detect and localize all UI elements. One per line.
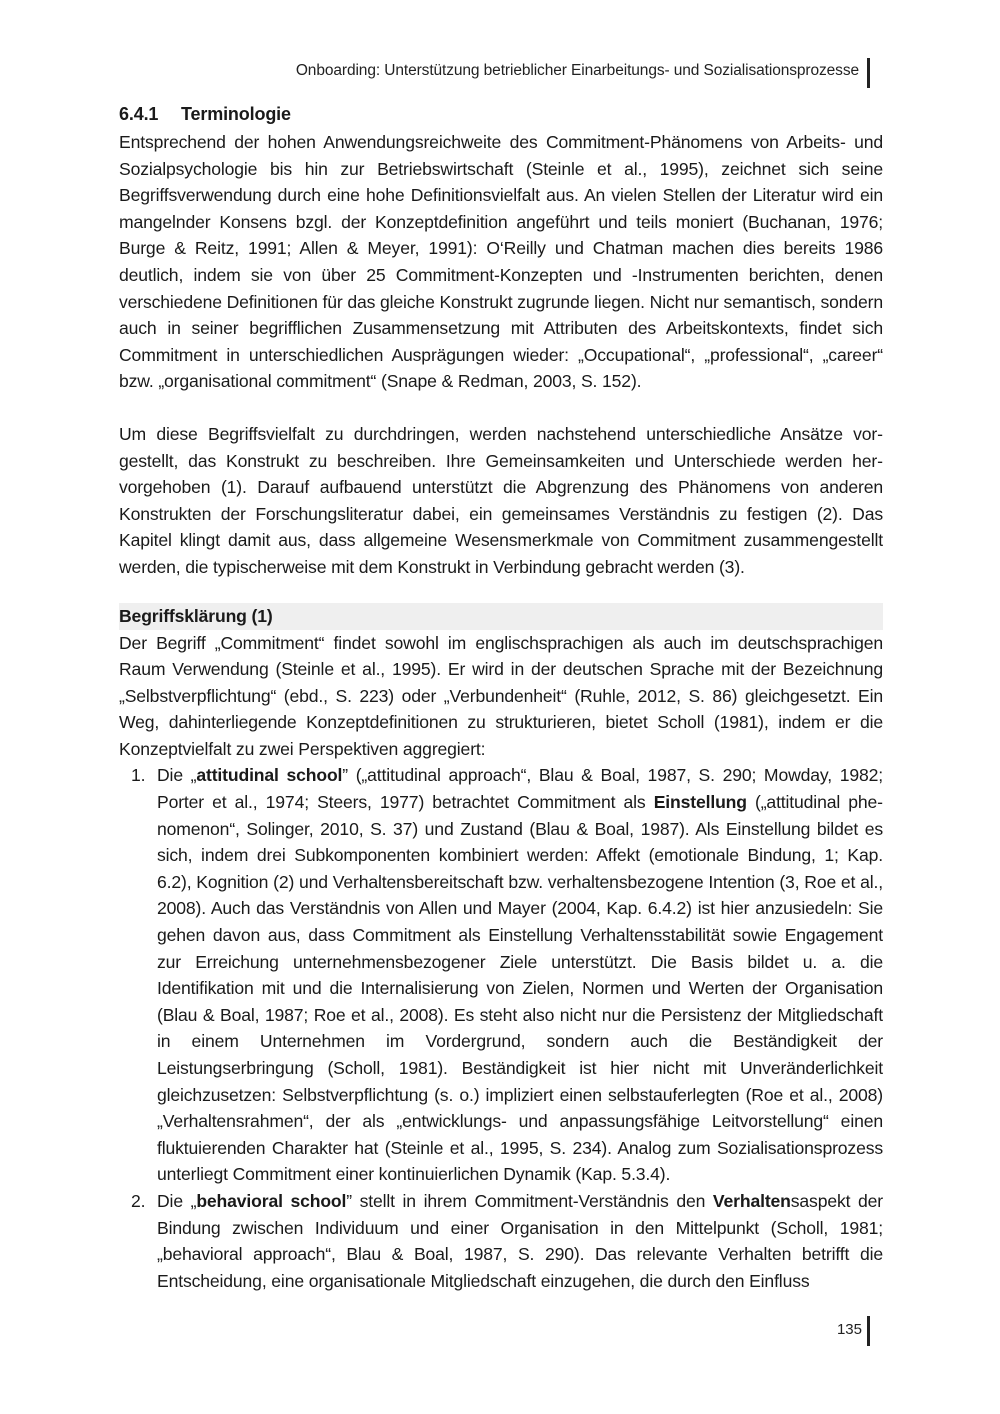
section-number: 6.4.1 <box>119 104 159 124</box>
list-text: Die „ <box>157 765 197 786</box>
section-heading <box>119 99 883 129</box>
schools-list <box>119 762 883 1294</box>
list-text: Die „ <box>157 1190 197 1211</box>
list-text: („attitudinal phenomenon“, Solinger, 2010, S. 37) und Zustand (Blau & Boal, 1987). Als Einstellung bildet es sich, indem drei Subkomponenten kombiniert werden: Affekt (emotionale Bindung, 1; Kap. 6.2), Kognition (2) und Verhaltensbereitschaft bzw. verhaltensbezogene Intention (3, Roe et al., 2008). Auch das Verständnis von Allen und Mayer (2004, Kap. 6.4.2) ist hier anzusiedeln: Sie gehen davon aus, dass Commitment als Einstellung Verhaltensstabilität sowie Engagement zur Erreichung unternehmensbezogener Ziele unterstützt. Die Basis bildet u. a. die Identifikation mit und die Internalisierung von Zielen, Normen und Werten der Organisation (Blau & Boal, 1987; Roe et al., 2008). Es steht also nicht nur die Persistenz der Mitgliedschaft in einem Unternehmen im Vordergrund, sondern auch die Beständigkeit der Leistungserbringung (Scholl, 1981). Beständigkeit ist hier nicht mit Unveränderlichkeit gleichzusetzen: Selbstverpflichtung (s. o.) impliziert einen selbstauferlegten (Roe et al., 2008) „Verhaltensrahmen“, der als „entwicklungs- und anpassungsfähige Leitvorstellung“ einen fluktuierenden Charakter hat (Steinle et al., 1995, S. 234). Analog zum Sozialisationsprozess unterliegt Commitment einer kontinuierlichen Dynamik (Kap. 5.3.4). <box>157 792 883 1185</box>
list-text: ” stellt in ihrem Commitment-Verständnis den <box>346 1190 713 1211</box>
term-attitudinal-school: attitudinal school <box>196 765 343 786</box>
paragraph-terminology: Entsprechend der hohen Anwendungsreichweite des Commitment-Phänomens von Arbeits- und Sozialpsychologie bis hin zur Betriebswirtschaft (Steinle et al., 1995), zeichnet sich seine Begriffsverwendung durch eine hohe Definitionsvielfalt aus. An vielen Stellen der Literatur wird ein mangelnder Konsens bzgl. der Konzeptdefinition angeführt und teils moniert (Buchanan, 1976; Burge & Reitz, 1991; Allen & Meyer, 1991): O‘Reilly und Chatman machen dies bereits 1986 deutlich, indem sie von über 25 Commitment-Konzepten und -Instrumenten berichten, denen verschiedene Definitionen für das gleiche Konstrukt zugrunde liegen. Nicht nur semantisch, sondern auch in seiner begrifflichen Zusammensetzung mit Attributen des Arbeitskontexts, findet sich Commitment in unterschiedlichen Ausprägungen wieder: „Occupational“, „professional“, „career“ bzw. „organisational commitment“ (Snape & Redman, 2003, S. 152). <box>119 132 883 392</box>
footer-rule <box>867 1316 870 1346</box>
running-header: Onboarding: Unterstützung betrieblicher Einarbeitungs- und Sozialisationsprozesse <box>295 62 859 79</box>
paragraph-begriffsklaerung-intro: Der Begriff „Commitment“ findet sowohl im englischsprachigen als auch im deutschsprachigen Raum Verwendung (Steinle et al., 1995). Er wird in der deutschen Sprache mit der Bezeichnung „Selbstverpflichtung“ (ebd., S. 223) oder „Verbundenheit“ (Ruhle, 2012, S. 86) gleichgesetzt. Ein Weg, dahinterliegende Konzeptdefinitionen zu strukturieren, bietet Scholl (1981), indem er die Konzeptvielfalt zu zwei Perspektiven aggregiert: <box>119 632 883 759</box>
term-behavioral-school: behavioral school <box>196 1190 347 1211</box>
list-item-attitudinal-school <box>131 762 883 1188</box>
page-body <box>119 99 883 1294</box>
term-verhalten: Verhalten <box>712 1190 791 1211</box>
section-title: Terminologie <box>181 104 291 124</box>
subheading-begriffsklaerung: Begriffsklärung (1) <box>119 603 883 630</box>
list-marker: 1. <box>131 765 146 786</box>
paragraph-overview: Um diese Begriffsvielfalt zu durchdringen, werden nachstehend unterschiedliche Ansätze vorgestellt, das Konstrukt zu beschreiben. Ihre Gemeinsamkeiten und Unterschiede werden hervorgehoben (1). Darauf aufbauend unterstützt die Abgrenzung des Phänomens von anderen Konstrukten der Forschungsliteratur dabei, ein gemeinsames Verständnis zu festigen (2). Das Kapitel klingt damit aus, dass allgemeine Wesensmerkmale von Commitment zusammengestellt werden, die typischerweise mit dem Konstrukt in Verbindung gebracht werden (3). <box>119 423 883 577</box>
list-item-behavioral-school <box>131 1188 883 1294</box>
page-number: 135 <box>836 1321 862 1338</box>
header-rule <box>867 58 870 88</box>
list-text: ” („attitudinal approach“, Blau & Boal, 1987, S. 290; Mowday, 1982; Porter et al., 1974; Steers, 1977) betrachtet Commitment als <box>157 765 883 813</box>
paragraph-spacer <box>119 395 883 421</box>
list-marker: 2. <box>131 1190 146 1211</box>
list-text: saspekt der Bindung zwischen Individuum und einer Organisation in den Mittelpunkt (Scholl, 1981; „behavioral approach“, Blau & Boal, 1987, S. 290). Das relevante Verhalten betrifft die Entscheidung, eine organisationale Mitgliedschaft einzugehen, die durch den Einfluss <box>157 1190 883 1291</box>
term-einstellung: Einstellung <box>653 792 747 813</box>
